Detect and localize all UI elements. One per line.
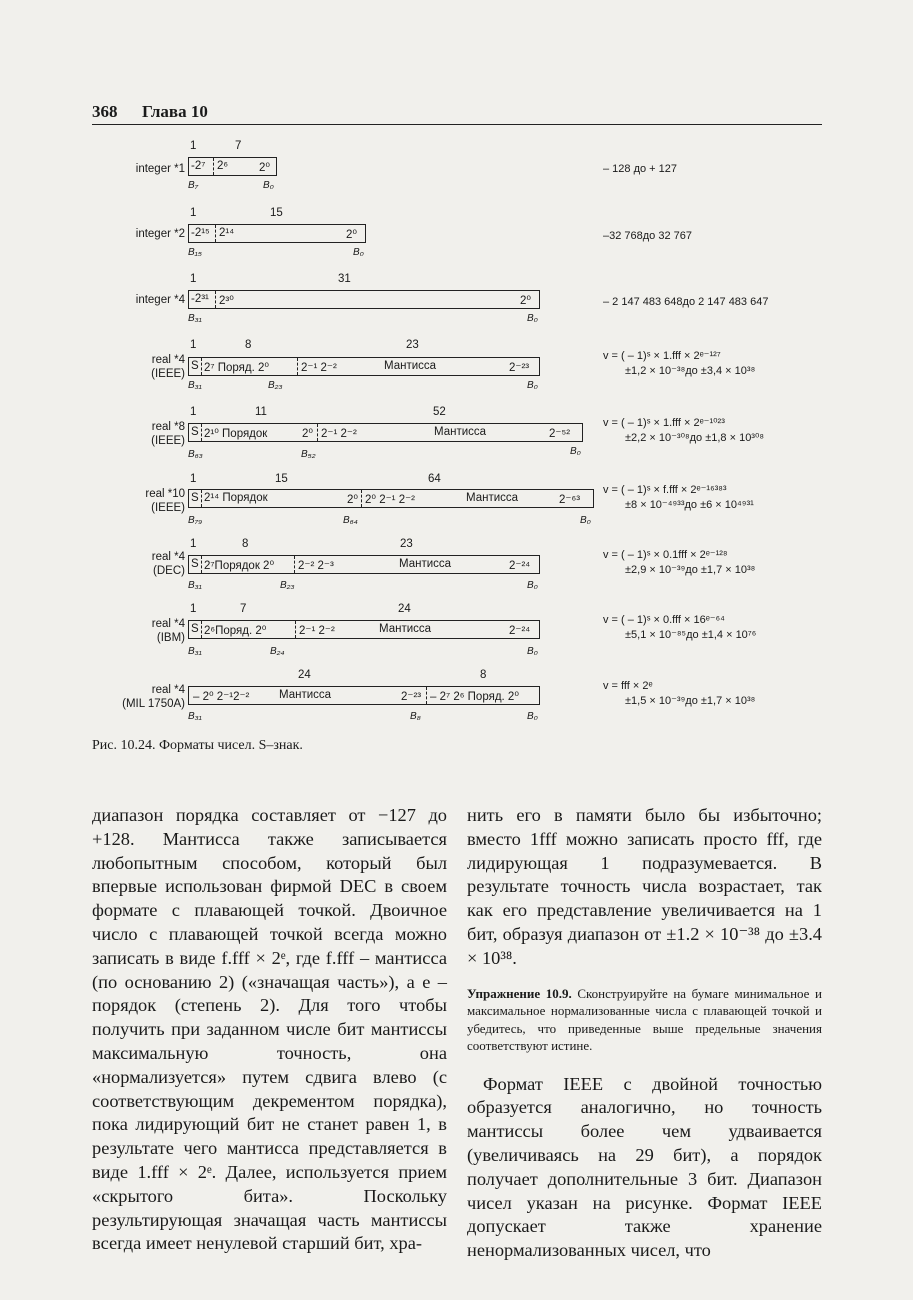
bit-index: B₃₁ bbox=[188, 313, 202, 324]
bit-index: B₆₄ bbox=[343, 515, 358, 526]
sign-bit: S bbox=[191, 623, 199, 635]
field-cell: – 2⁰ 2⁻¹2⁻² bbox=[193, 691, 250, 703]
field-cell: 2⁻¹ 2⁻² bbox=[321, 428, 357, 440]
field-cell: Мантисса bbox=[399, 558, 452, 570]
bit-label: 15 bbox=[275, 473, 288, 485]
bit-field-box bbox=[188, 224, 366, 243]
field-separator bbox=[201, 556, 202, 573]
bit-label: 15 bbox=[270, 207, 283, 219]
field-cell: 2⁷Порядок 2⁰ bbox=[204, 560, 275, 572]
left-column bbox=[92, 804, 447, 1256]
bit-field-box bbox=[188, 357, 540, 376]
range-text: – 2 147 483 648до 2 147 483 647 bbox=[603, 296, 769, 308]
format-real10-ieee bbox=[90, 473, 830, 533]
field-separator bbox=[426, 687, 427, 704]
format-label-name: real *10 bbox=[145, 488, 185, 500]
bit-index: B₀ bbox=[527, 646, 538, 657]
format-label bbox=[122, 683, 185, 711]
field-cell: 2⁻² 2⁻³ bbox=[298, 560, 334, 572]
bit-label: 31 bbox=[338, 273, 351, 285]
format-label-name: real *8 bbox=[151, 421, 185, 433]
bit-index: B₃₁ bbox=[188, 711, 202, 722]
bit-index: B₀ bbox=[580, 515, 591, 526]
format-label bbox=[151, 420, 185, 448]
field-cell: -2³¹ bbox=[191, 293, 209, 305]
field-cell: Мантисса bbox=[279, 689, 332, 701]
bit-index: B₀ bbox=[527, 313, 538, 324]
field-cell: 2⁷ Поряд. 2⁰ bbox=[204, 362, 270, 374]
format-label-name: real *4 bbox=[151, 684, 185, 696]
bit-field-box bbox=[188, 290, 540, 309]
format-label-standard: (IEEE) bbox=[151, 502, 185, 514]
field-cell: 2⁻²⁴ bbox=[509, 560, 531, 572]
range-text: ±2,9 × 10⁻³⁹до ±1,7 × 10³⁸ bbox=[625, 564, 756, 576]
bit-index: B₀ bbox=[263, 180, 274, 191]
range-formula: v = ( – 1)ˢ × f.fff × 2ᵉ⁻¹⁶³⁸³ bbox=[603, 484, 727, 496]
right-column bbox=[467, 804, 822, 1263]
range-text: –32 768до 32 767 bbox=[603, 230, 692, 242]
bit-index: B₇₉ bbox=[188, 515, 203, 526]
field-cell: 2⁰ bbox=[259, 162, 271, 174]
range-formula: v = fff × 2ᵉ bbox=[603, 680, 653, 692]
field-separator bbox=[215, 225, 216, 242]
field-separator bbox=[297, 358, 298, 375]
bit-label: 1 bbox=[190, 603, 197, 615]
exercise-text: Сконструируйте на бумаге минимальное и максимальное нормализованные числа с плавающей точкой и убедитесь, что приведенные выше предельные значения соответствуют истине. bbox=[467, 985, 823, 1054]
format-label bbox=[152, 550, 185, 578]
format-integer-1 bbox=[90, 140, 830, 200]
format-real4-ibm bbox=[90, 603, 830, 663]
field-cell: -2⁷ bbox=[191, 160, 206, 172]
field-cell: 2⁰ bbox=[346, 229, 358, 241]
bit-field-box bbox=[188, 489, 594, 508]
format-label bbox=[145, 487, 185, 515]
body-paragraph: диапазон порядка составляет от −127 до +128. Мантисса также записывается любопытным способом, который был впервые использован фирмой DEC в своем формате с плавающей точкой. Двоичное число с плавающей точкой всегда можно записать в виде f.fff × 2ᵉ, где f.fff – мантисса (по основанию 2) («значащая часть»), а e – порядок (степень 2). Для того чтобы получить при заданном числе бит мантиссы максимальную точность, она «нормализуется» путем сдвига влево (с соответствующим декрементом порядка), пока лидирующий бит не станет равен 1, в результате чего мантисса представляется в виде 1.fff × 2ᵉ. Далее, используется прием «скрытого бита». Поскольку результирующая значащая часть мантиссы всегда имеет ненулевой старший бит, хра- bbox=[92, 805, 447, 1254]
format-label bbox=[151, 353, 185, 381]
format-real4-ieee bbox=[90, 339, 830, 399]
bit-label: 23 bbox=[400, 538, 413, 550]
range-text: – 128 до + 127 bbox=[603, 163, 678, 175]
bit-field-box bbox=[188, 423, 583, 442]
format-label-standard: (IEEE) bbox=[151, 368, 185, 380]
format-label bbox=[152, 617, 185, 645]
field-cell: 2⁻²³ bbox=[401, 691, 422, 703]
bit-index: B₀ bbox=[527, 711, 538, 722]
page-header bbox=[92, 100, 822, 125]
range-text: ±5,1 × 10⁻⁸⁵до ±1,4 × 10⁷⁶ bbox=[625, 629, 757, 641]
format-real8-ieee bbox=[90, 406, 830, 466]
format-label: integer *4 bbox=[135, 294, 185, 306]
bit-label: 8 bbox=[242, 538, 249, 550]
bit-field-box bbox=[188, 157, 277, 176]
bit-index: B₅₂ bbox=[301, 449, 316, 460]
sign-bit: S bbox=[191, 426, 199, 438]
bit-index: B₂₃ bbox=[280, 580, 295, 591]
bit-label: 1 bbox=[190, 473, 197, 485]
bit-field-box bbox=[188, 686, 540, 705]
field-separator bbox=[317, 424, 318, 441]
body-paragraph: Формат IEEE с двойной точностью образуется аналогично, но точность мантиссы более чем удваивается (увеличиваясь на 29 бит), а порядок получает дополнительные 3 бит. Диапазон чисел указан на рисунке. Формат IEEE допускает также хранение ненормализованных чисел, что bbox=[467, 1073, 822, 1261]
field-separator bbox=[213, 158, 214, 175]
field-cell: 2⁶ bbox=[217, 160, 229, 172]
field-cell: -2¹⁵ bbox=[191, 227, 210, 239]
range-formula: v = ( – 1)ˢ × 1.fff × 2ᵉ⁻¹²⁷ bbox=[603, 350, 721, 362]
format-integer-2 bbox=[90, 207, 830, 267]
field-cell: 2⁶Поряд. 2⁰ bbox=[204, 625, 267, 637]
bit-index: B₃₁ bbox=[188, 380, 202, 391]
field-cell: 2⁰ bbox=[347, 494, 359, 506]
bit-index: B₂₃ bbox=[268, 380, 283, 391]
field-cell: 2¹⁴ bbox=[219, 227, 235, 239]
bit-index: B₀ bbox=[353, 247, 364, 258]
format-label-name: real *4 bbox=[151, 551, 185, 563]
bit-index: B₀ bbox=[570, 446, 581, 457]
bit-label: 52 bbox=[433, 406, 446, 418]
figure-caption: Рис. 10.24. Форматы чисел. S–знак. bbox=[92, 738, 303, 753]
bit-label: 1 bbox=[190, 140, 197, 152]
format-label: integer *2 bbox=[135, 228, 185, 240]
bit-index: B₃₁ bbox=[188, 646, 202, 657]
format-label-standard: (IEEE) bbox=[151, 435, 185, 447]
range-formula: v = ( – 1)ˢ × 0.1fff × 2ᵉ⁻¹²⁸ bbox=[603, 549, 728, 561]
chapter-title: Глава 10 bbox=[142, 102, 208, 121]
format-integer-4 bbox=[90, 273, 830, 333]
bit-label: 1 bbox=[190, 538, 197, 550]
bit-field-box bbox=[188, 555, 540, 574]
format-label-standard: (IBM) bbox=[156, 632, 185, 644]
field-cell: Мантисса bbox=[379, 623, 432, 635]
field-cell: 2³⁰ bbox=[219, 295, 234, 307]
bit-index: B₁₅ bbox=[188, 247, 202, 258]
sign-bit: S bbox=[191, 558, 199, 570]
format-real4-mil1750a bbox=[90, 669, 830, 729]
bit-label: 1 bbox=[190, 207, 197, 219]
field-cell: 2⁻⁵² bbox=[549, 428, 571, 440]
field-cell: 2⁰ bbox=[520, 295, 532, 307]
bit-index: B₈ bbox=[410, 711, 421, 722]
exercise-title: Упражнение 10.9. bbox=[467, 985, 572, 1001]
bit-index: B₂₄ bbox=[270, 646, 285, 657]
bit-label: 23 bbox=[406, 339, 419, 351]
bit-label: 11 bbox=[255, 406, 267, 418]
field-cell: 2¹⁴ Порядок bbox=[204, 492, 268, 504]
bit-label: 1 bbox=[190, 339, 197, 351]
range-formula: v = ( – 1)ˢ × 1.fff × 2ᵉ⁻¹⁰²³ bbox=[603, 417, 725, 429]
bit-index: B₃₁ bbox=[188, 580, 202, 591]
bit-index: B₀ bbox=[527, 580, 538, 591]
format-label-name: real *4 bbox=[151, 618, 185, 630]
range-text: ±2,2 × 10⁻³⁰⁸до ±1,8 × 10³⁰⁸ bbox=[625, 432, 765, 444]
bit-index: B₀ bbox=[527, 380, 538, 391]
range-text: ±1,2 × 10⁻³⁸до ±3,4 × 10³⁸ bbox=[625, 365, 756, 377]
bit-index: B₆₃ bbox=[188, 449, 203, 460]
field-cell: 2⁻¹ 2⁻² bbox=[299, 625, 335, 637]
bit-label: 8 bbox=[480, 669, 487, 681]
field-cell: 2⁻⁶³ bbox=[559, 494, 581, 506]
bit-label: 24 bbox=[398, 603, 411, 615]
format-label: integer *1 bbox=[135, 163, 185, 175]
format-label-name: real *4 bbox=[151, 354, 185, 366]
field-cell: 2⁰ 2⁻¹ 2⁻² bbox=[365, 494, 415, 506]
format-real4-dec bbox=[90, 538, 830, 598]
field-separator bbox=[295, 621, 296, 638]
bit-label: 8 bbox=[245, 339, 252, 351]
format-label-standard: (DEC) bbox=[153, 565, 185, 577]
bit-label: 1 bbox=[190, 273, 197, 285]
bit-label: 24 bbox=[298, 669, 311, 681]
field-separator bbox=[215, 291, 216, 308]
exercise bbox=[467, 985, 822, 1055]
field-cell: 2⁻²⁴ bbox=[509, 625, 531, 637]
field-separator bbox=[201, 490, 202, 507]
range-text: ±1,5 × 10⁻³⁹до ±1,7 × 10³⁸ bbox=[625, 695, 756, 707]
bit-label: 7 bbox=[240, 603, 247, 615]
field-separator bbox=[201, 358, 202, 375]
field-separator bbox=[201, 621, 202, 638]
bit-label: 7 bbox=[235, 140, 242, 152]
bit-label: 64 bbox=[428, 473, 441, 485]
sign-bit: S bbox=[191, 492, 199, 504]
field-cell: 2⁻¹ 2⁻² bbox=[301, 362, 337, 374]
range-formula: v = ( – 1)ˢ × 0.fff × 16ᵉ⁻⁶⁴ bbox=[603, 614, 725, 626]
body-paragraph: нить его в памяти было бы избыточно; вместо 1fff можно записать просто fff, где лидирующая 1 подразумевается. В результате точность числа возрастает, так как его представление увеличивается на 1 бит, образуя диапазон от ±1.2 × 10⁻³⁸ до ±3.4 × 10³⁸. bbox=[467, 805, 822, 968]
field-separator bbox=[294, 556, 295, 573]
field-cell: 2¹⁰ Порядок bbox=[204, 428, 268, 440]
field-separator bbox=[201, 424, 202, 441]
field-cell: Мантисса bbox=[384, 360, 437, 372]
range-text: ±8 × 10⁻⁴⁹³³до ±6 × 10⁴⁹³¹ bbox=[625, 499, 754, 511]
bit-label: 1 bbox=[190, 406, 197, 418]
field-cell: Мантисса bbox=[466, 492, 519, 504]
field-cell: Мантисса bbox=[434, 426, 487, 438]
field-cell: 2⁰ bbox=[302, 428, 314, 440]
format-label-standard: (MIL 1750A) bbox=[122, 698, 185, 710]
field-cell: – 2⁷ 2⁶ Поряд. 2⁰ bbox=[430, 691, 519, 703]
bit-index: B₇ bbox=[188, 180, 199, 191]
field-cell: 2⁻²³ bbox=[509, 362, 530, 374]
page-number: 368 bbox=[92, 102, 118, 121]
bit-field-box bbox=[188, 620, 540, 639]
sign-bit: S bbox=[191, 360, 199, 372]
field-separator bbox=[361, 490, 362, 507]
